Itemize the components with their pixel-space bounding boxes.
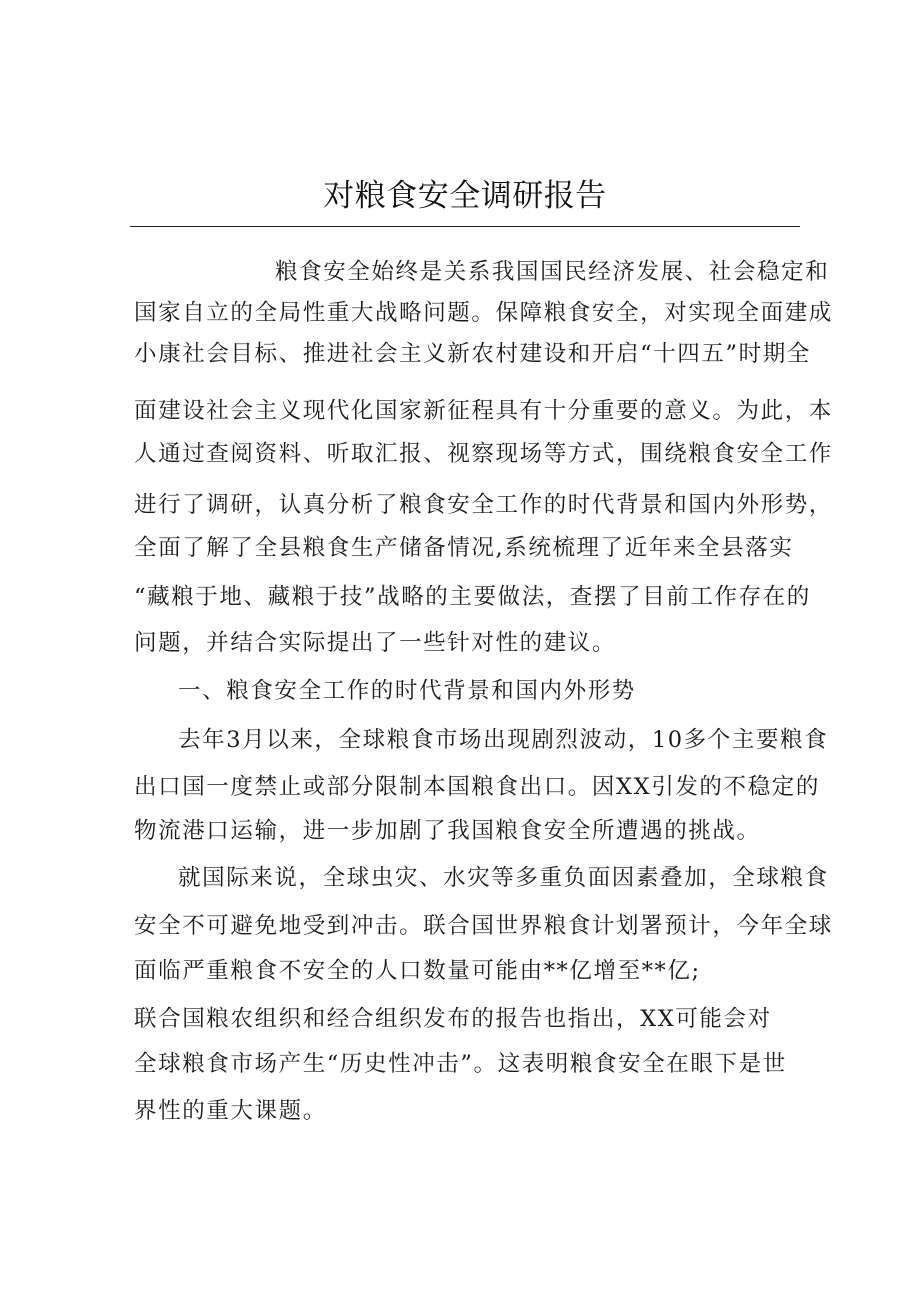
paragraph-line: 进行了调研，认真分析了粮食安全工作的时代背景和国内外形势，	[134, 492, 833, 518]
paragraph-line: 物流港口运输，进一步加剧了我国粮食安全所遭遇的挑战。	[134, 818, 761, 844]
paragraph-line: 人通过查阅资料、听取汇报、视察现场等方式，围绕粮食安全工作	[134, 441, 833, 467]
title-underline	[130, 226, 800, 227]
paragraph-line: 界性的重大课题。	[134, 1098, 327, 1124]
paragraph-line: “藏粮于地、藏粮于技”战略的主要做法，查摆了目前工作存在的	[134, 584, 811, 610]
paragraph-line: 全面了解了全县粮食生产储备情况,系统梳理了近年来全县落实	[134, 535, 794, 561]
paragraph-line: 国家自立的全局性重大战略问题。保障粮食安全，对实现全面建成	[134, 300, 833, 326]
paragraph-line: 面建设社会主义现代化国家新征程具有十分重要的意义。为此，本	[134, 398, 833, 424]
paragraph-line: 小康社会目标、推进社会主义新农村建设和开启“十四五”时期全	[134, 341, 811, 367]
paragraph-line: 出口国一度禁止或部分限制本国粮食出口。因XX引发的不稳定的	[134, 774, 820, 800]
paragraph-line: 去年3月以来，全球粮食市场出现剧烈波动，10多个主要粮食	[178, 727, 829, 753]
paragraph-line: 粮食安全始终是关系我国国民经济发展、社会稳定和	[275, 259, 830, 285]
paragraph-line: 问题，并结合实际提出了一些针对性的建议。	[134, 630, 617, 656]
paragraph-line: 全球粮食市场产生“历史性冲击”。这表明粮食安全在眼下是世	[134, 1051, 787, 1077]
paragraph-line: 安全不可避免地受到冲击。联合国世界粮食计划署预计，今年全球	[134, 913, 833, 939]
document-title: 对粮食安全调研报告	[323, 178, 607, 214]
paragraph-line: 联合国粮农组织和经合组织发布的报告也指出，XX可能会对	[134, 1006, 772, 1032]
section-heading: 一、粮食安全工作的时代背景和国内外形势	[178, 678, 636, 704]
paragraph-line: 面临严重粮食不安全的人口数量可能由**亿增至**亿;	[134, 958, 701, 984]
paragraph-line: 就国际来说，全球虫灾、水灾等多重负面因素叠加，全球粮食	[178, 865, 829, 891]
